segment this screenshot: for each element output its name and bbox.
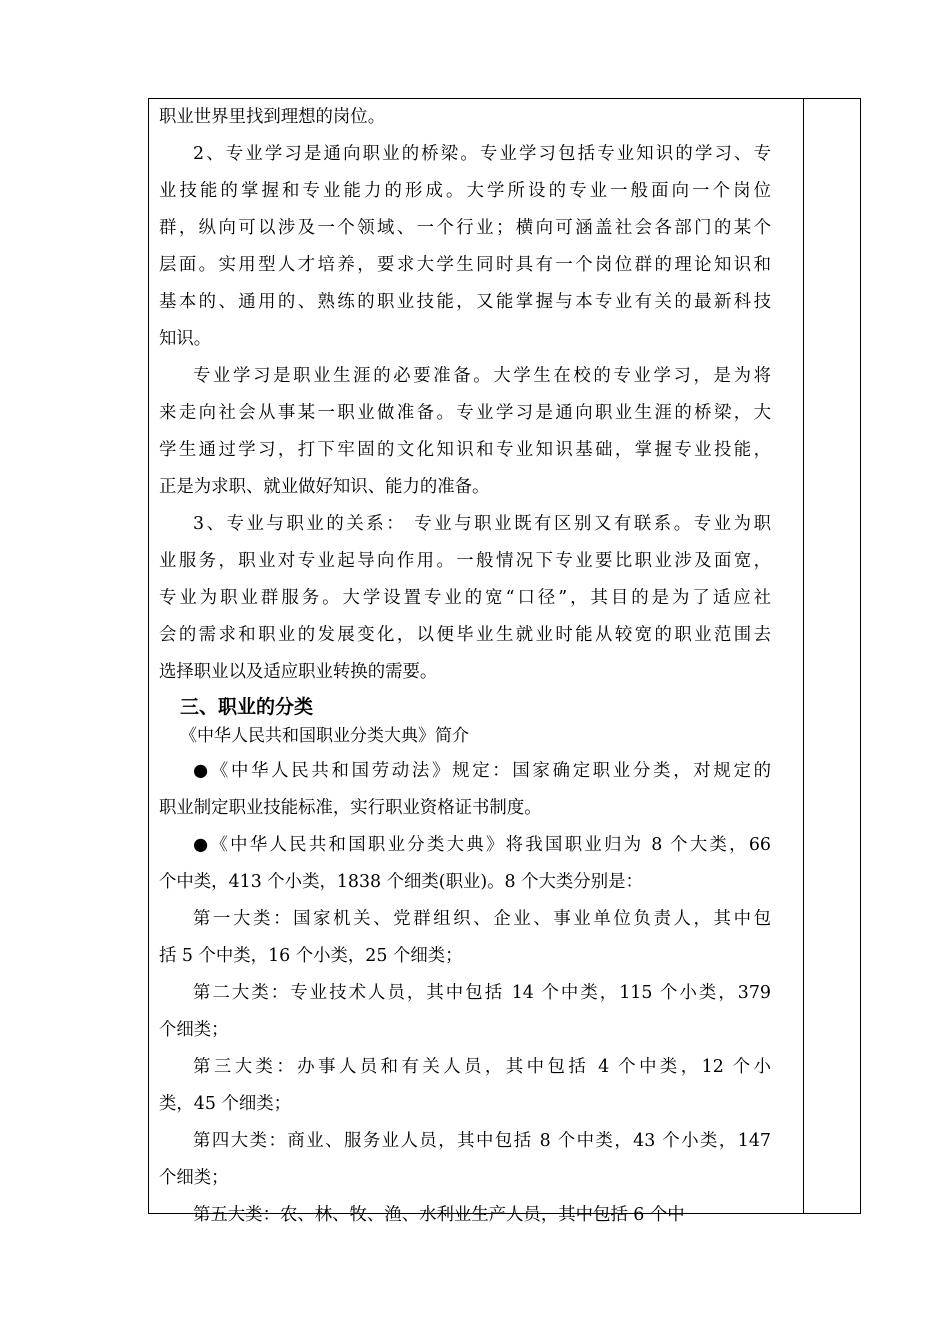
paragraph <box>159 1197 771 1234</box>
text-line: ●《中华人民共和国职业分类大典》将我国职业归为 8 个大类，66 <box>193 835 771 855</box>
text-line: 基本的、通用的、熟练的职业技能，又能掌握与本专业有关的最新科技 <box>159 292 771 312</box>
section-subtitle: 《中华人民共和国职业分类大典》简介 <box>180 726 469 746</box>
text-line: 会的需求和职业的发展变化，以便毕业生就业时能从较宽的职业范围去 <box>159 625 771 645</box>
text-line: 专业为职业群服务。大学设置专业的宽“口径”，其目的是为了适应社 <box>159 588 771 608</box>
text-line: 学生通过学习，打下牢固的文化知识和专业知识基础，掌握专业投能， <box>159 440 771 460</box>
paragraph <box>159 753 771 827</box>
text-line: 第五大类：农、林、牧、渔、水利业生产人员，其中包括 6 个中 <box>193 1205 685 1225</box>
paragraph <box>159 358 771 506</box>
section-heading: 三、职业的分类 <box>180 696 314 718</box>
text-line: 职业世界里找到理想的岗位。 <box>159 107 386 127</box>
text-line: 括 5 个中类，16 个小类，25 个细类； <box>159 946 463 966</box>
text-line: 群，纵向可以涉及一个领域、一个行业；横向可涵盖社会各部门的某个 <box>159 218 771 238</box>
text-line: 层面。实用型人才培养，要求大学生同时具有一个岗位群的理论知识和 <box>159 255 771 275</box>
text-line: 选择职业以及适应职业转换的需要。 <box>159 662 438 682</box>
occupation-classification-section <box>159 753 771 1234</box>
text-line: 第三大类：办事人员和有关人员，其中包括 4 个中类，12 个小 <box>193 1057 771 1077</box>
text-line: 知识。 <box>159 329 212 349</box>
paragraph <box>159 506 771 691</box>
paragraph <box>159 1049 771 1123</box>
paragraph <box>159 99 771 136</box>
text-line: 专业学习是职业生涯的必要准备。大学生在校的专业学习，是为将 <box>193 366 771 386</box>
paragraph <box>159 901 771 975</box>
paragraph <box>159 1123 771 1197</box>
text-line: 个中类，413 个小类，1838 个细类(职业)。8 个大类分别是： <box>159 872 643 892</box>
paragraph <box>159 975 771 1049</box>
main-cell-content <box>159 99 771 1234</box>
paragraph <box>159 827 771 901</box>
text-line: 业技能的掌握和专业能力的形成。大学所设的专业一般面向一个岗位 <box>159 181 771 201</box>
professional-study-section <box>159 99 771 691</box>
text-line: 正是为求职、就业做好知识、能力的准备。 <box>159 477 490 497</box>
text-line: 2、专业学习是通向职业的桥梁。专业学习包括专业知识的学习、专 <box>193 144 771 164</box>
text-line: 来走向社会从事某一职业做准备。专业学习是通向职业生涯的桥梁，大 <box>159 403 771 423</box>
text-line: 职业制定职业技能标准，实行职业资格证书制度。 <box>159 798 542 818</box>
text-line: 第一大类：国家机关、党群组织、企业、事业单位负责人，其中包 <box>193 909 771 929</box>
column-divider <box>803 99 804 1213</box>
text-line: 类，45 个细类； <box>159 1094 292 1114</box>
text-line: 第四大类：商业、服务业人员，其中包括 8 个中类，43 个小类，147 <box>193 1131 771 1151</box>
text-line: 3、专业与职业的关系： 专业与职业既有区别又有联系。专业为职 <box>193 514 771 534</box>
text-line: ●《中华人民共和国劳动法》规定：国家确定职业分类，对规定的 <box>193 761 771 781</box>
document-table <box>148 98 861 1225</box>
text-line: 个细类； <box>159 1020 229 1040</box>
paragraph <box>159 136 771 358</box>
text-line: 业服务，职业对专业起导向作用。一般情况下专业要比职业涉及面宽， <box>159 551 771 571</box>
text-line: 第二大类：专业技术人员，其中包括 14 个中类，115 个小类，379 <box>193 983 771 1003</box>
text-line: 个细类； <box>159 1168 229 1188</box>
